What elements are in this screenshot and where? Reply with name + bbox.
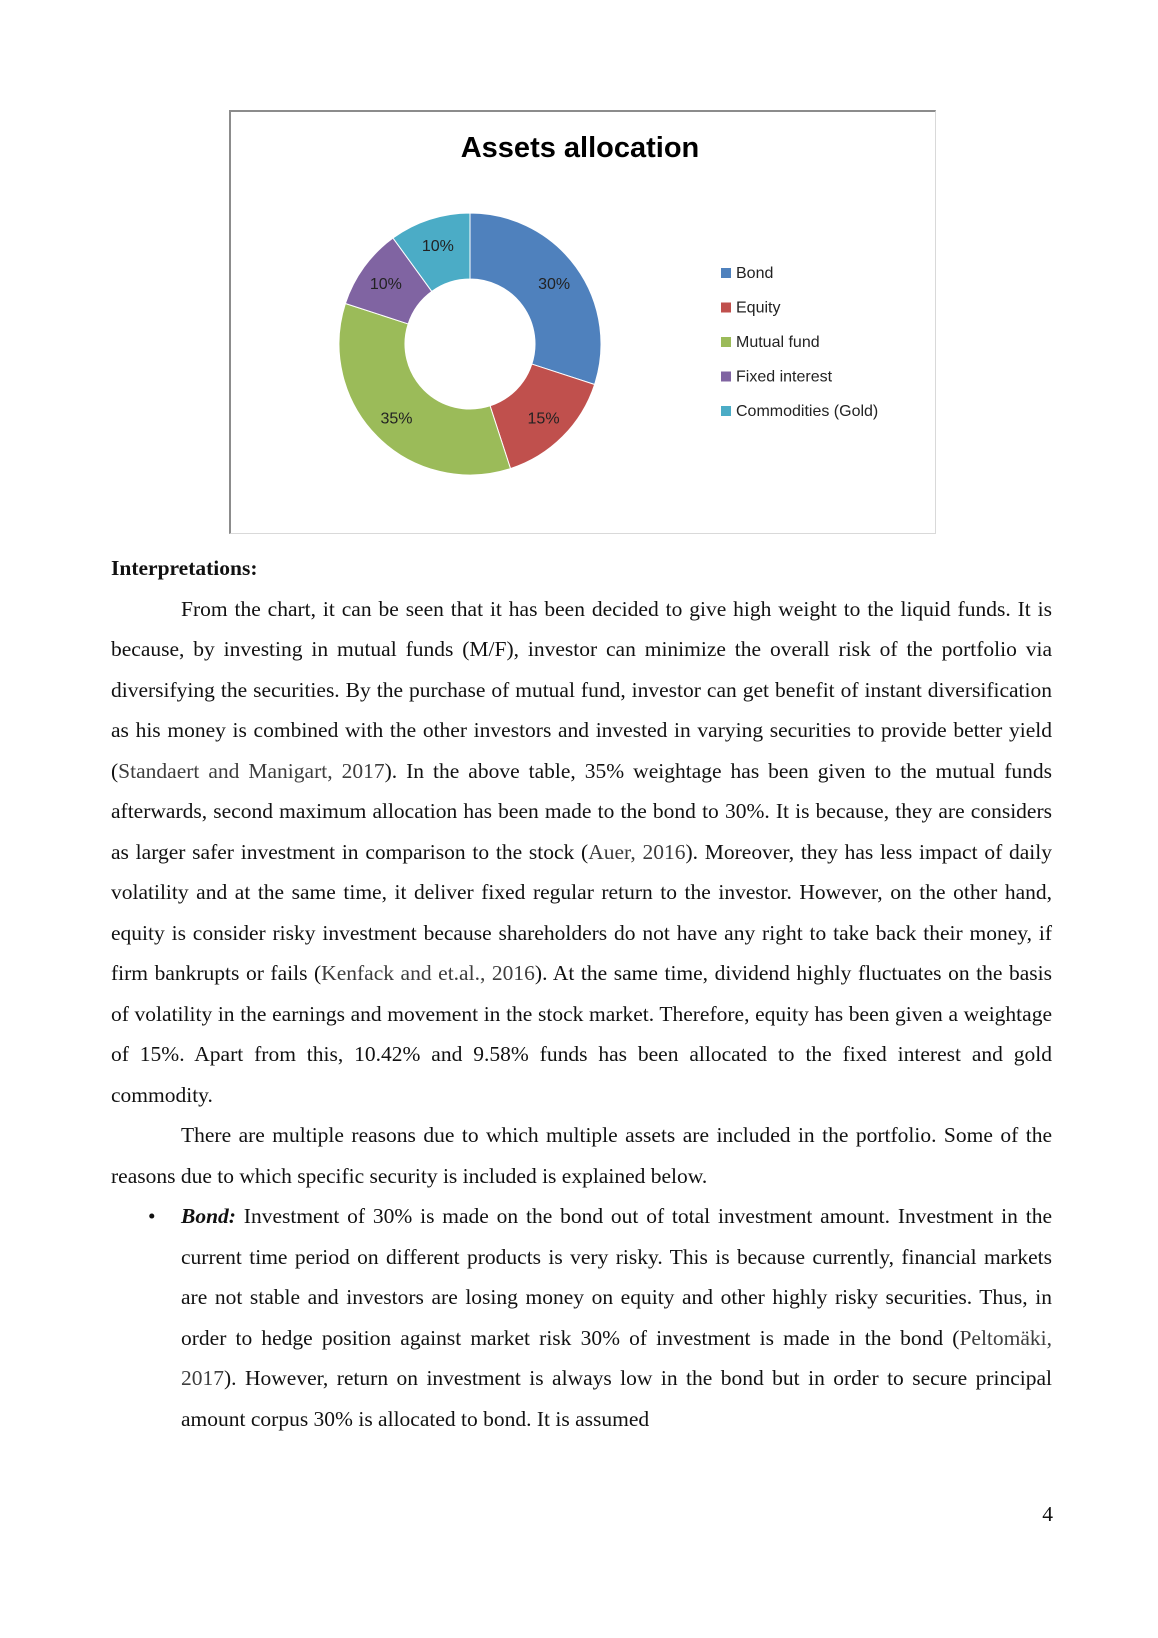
interpretations-heading: Interpretations: bbox=[111, 556, 258, 580]
paragraph-text: ). Moreover, they has less impact of daily volatility and at the same time, it deliver fixed regular return to the investor. However, on the other hand, equity is consider risky investment because shareholders do not have any right to take back their money, if firm bankrupts or fails ( bbox=[111, 839, 1052, 985]
citation: Peltomäki, 2017 bbox=[181, 1325, 1052, 1390]
legend-swatch bbox=[721, 337, 731, 347]
bullet-icon: • bbox=[148, 1204, 156, 1228]
slice-bond bbox=[470, 213, 601, 384]
legend-label: Mutual fund bbox=[736, 334, 820, 351]
legend-swatch bbox=[721, 268, 731, 278]
paragraph-text: From the chart, it can be seen that it has been decided to give high weight to the liquid funds. It is because, by investing in mutual funds (M/F), investor can minimize the overall risk of the portfolio via diversifying the securities. By the purchase of mutual fund, investor can get benefit of instant diversification as his money is combined with the other investors and invested in varying securities to provide better yield ( bbox=[111, 596, 1052, 783]
data-label: 10% bbox=[421, 238, 454, 256]
paragraph-text: ). At the same time, dividend highly fluctuates on the basis of volatility in the earnings and movement in the stock market. Therefore, equity has been given a weightage of 15%. Apart from this, 10.42% and 9.58% funds has been allocated to the fixed interest and gold commodity. bbox=[111, 961, 1053, 1107]
citation: Standaert and Manigart, 2017 bbox=[118, 758, 385, 783]
bond-term: Bond: bbox=[181, 1204, 236, 1228]
legend-swatch bbox=[721, 406, 731, 416]
chart-title: Assets allocation bbox=[460, 132, 700, 164]
citation: Kenfack and et.al., 2016 bbox=[321, 961, 535, 985]
data-label: 15% bbox=[527, 410, 560, 428]
data-label: 35% bbox=[380, 410, 413, 428]
data-label: 30% bbox=[538, 275, 571, 293]
doughnut-chart bbox=[231, 112, 936, 534]
slice-mutual-fund bbox=[339, 304, 510, 475]
interpretation-paragraph bbox=[111, 589, 1052, 1116]
asset-allocation-chart bbox=[229, 110, 936, 534]
legend-label: Bond bbox=[736, 265, 774, 282]
citation: Auer, 2016 bbox=[588, 839, 686, 864]
document-body bbox=[111, 548, 1052, 1439]
legend-label: Commodities (Gold) bbox=[736, 403, 879, 420]
reasons-paragraph: There are multiple reasons due to which multiple assets are included in the portfolio. Some of the reasons due to which specific security is included is explained below. bbox=[111, 1123, 1052, 1188]
paragraph-text: ). However, return on investment is always low in the bond but in order to secure principal amount corpus 30% is allocated to bond. It is assumed bbox=[181, 1366, 1052, 1431]
paragraph-text: Investment of 30% is made on the bond out of total investment amount. Investment in the current time period on different products is very risky. This is because currently, financial markets are not stable and investors are losing money on equity and other highly risky securities. Thus, in order to hedge position against market risk 30% of investment is made in the bond ( bbox=[181, 1204, 1052, 1350]
bond-bullet bbox=[148, 1196, 1052, 1439]
legend-swatch bbox=[721, 303, 731, 313]
legend-label: Fixed interest bbox=[736, 368, 833, 386]
data-label: 10% bbox=[369, 275, 402, 293]
legend-swatch bbox=[721, 372, 731, 382]
page-number: 4 bbox=[1042, 1502, 1053, 1526]
paragraph-text: ). In the above table, 35% weightage has been given to the mutual funds afterwards, second maximum allocation has been made to the bond to 30%. It is because, they are considers as larger safer investment in comparison to the stock ( bbox=[111, 758, 1052, 864]
legend-label: Equity bbox=[736, 299, 781, 317]
